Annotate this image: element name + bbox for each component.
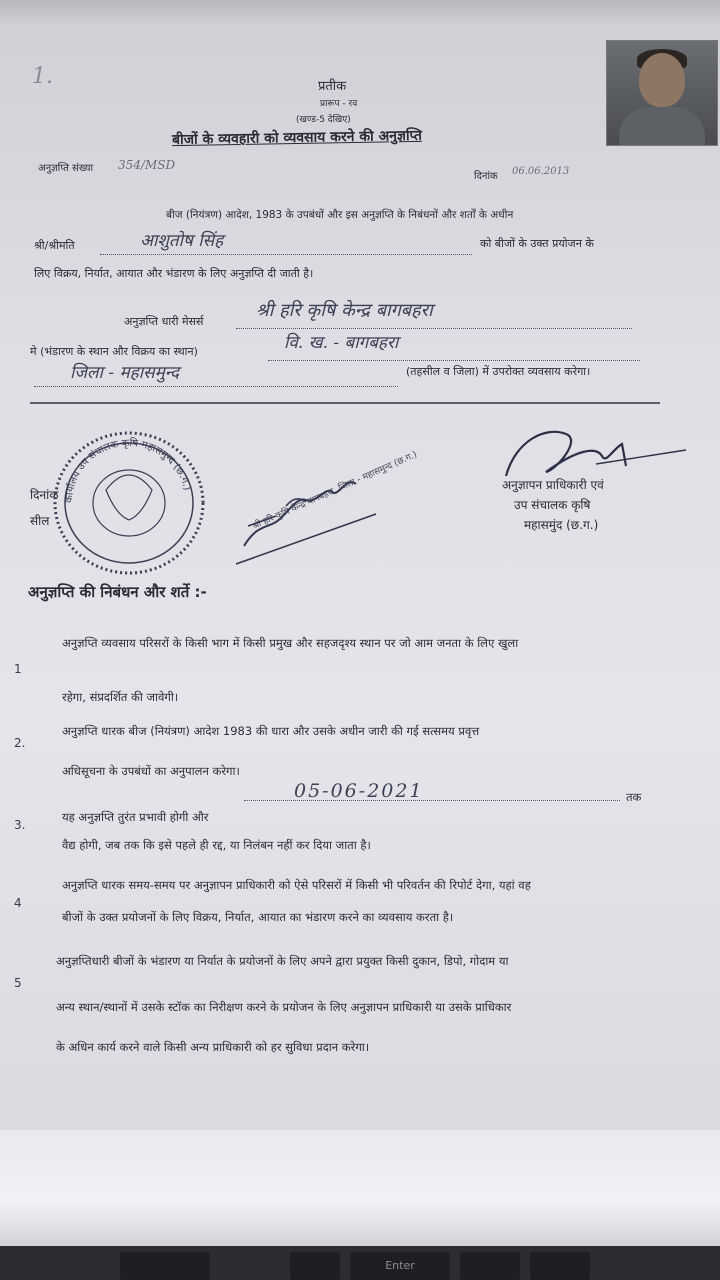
holder-signature xyxy=(236,456,386,566)
keyboard-key xyxy=(120,1252,210,1280)
seal-date-label: दिनांक xyxy=(30,488,59,502)
office-round-seal xyxy=(48,428,210,578)
condition-2-line-1: अनुज्ञप्ति धारक बीज (नियंत्रण) आदेश 1983 की धारा और उसके अधीन जारी की गई सत्समय प्रवृत्त xyxy=(62,724,480,738)
license-date-label: दिनांक xyxy=(474,171,498,182)
page-mark: 1. xyxy=(32,64,53,89)
condition-1-line-2: रहेगा, संप्रदर्शित की जावेगी। xyxy=(62,690,179,704)
grantee-name: आशुतोष सिंह xyxy=(140,231,224,251)
validity-date: 05-06-2021 xyxy=(294,780,424,802)
condition-4-number: 4 xyxy=(14,896,22,910)
condition-1-line-1: अनुज्ञप्ति व्यवसाय परिसरों के किसी भाग में किसी प्रमुख और सहजदृश्य स्थान पर जो आम जनता के लिए खुला xyxy=(62,636,519,650)
page-top-edge xyxy=(0,0,720,30)
body-line-3: लिए विक्रय, निर्यात, आयात और भंडारण के लिए अनुज्ञप्ति दी जाती है। xyxy=(34,267,314,280)
condition-5-line-1: अनुज्ञप्तिधारी बीजों के भंडारण या निर्यात के प्रयोजनों के लिए अपने द्वारा प्रयुक्त किसी दुकान, डिपो, गोदाम या xyxy=(56,954,509,968)
condition-2-number: 2. xyxy=(14,736,26,750)
conditions-heading: अनुज्ञप्ति की निबंधन और शर्ते :- xyxy=(28,583,207,601)
place-label: मे (भंडारण के स्थान और विक्रय का स्थान) xyxy=(30,345,198,358)
district-value: जिला - महासमुन्द xyxy=(70,363,180,383)
keyboard-key xyxy=(290,1252,340,1280)
applicant-photo xyxy=(606,40,718,146)
condition-5-line-3: के अधिन कार्य करने वाले किसी अन्य प्राधिकारी को हर सुविधा प्रदान करेगा। xyxy=(56,1040,370,1054)
holder-label: अनुज्ञप्ति धारी मेसर्स xyxy=(124,315,204,328)
condition-4-line-2: बीजों के उक्त प्रयोजनों के लिए विक्रय, निर्यात, आयात का भंडारण करने का व्यवसाय करता है। xyxy=(62,910,454,924)
document-title: बीजों के व्यवहारी को व्यवसाय करने की अनुज्ञप्ति xyxy=(171,127,423,149)
holder-stamp: श्री हरि कृषि केन्द्र बागबहरा, जिला - महासमुन्द (छ.ग.) xyxy=(251,449,419,532)
holder-name: श्री हरि कृषि केन्द्र बागबहरा xyxy=(256,300,433,321)
keyboard-key xyxy=(530,1252,590,1280)
keyboard-key xyxy=(460,1252,520,1280)
page-bottom-margin xyxy=(0,1130,720,1250)
condition-5-number: 5 xyxy=(14,976,22,990)
license-number-value: 354/MSD xyxy=(118,158,176,172)
condition-5-line-2: अन्य स्थान/स्थानों में उसके स्टॉक का निरीक्षण करने के प्रयोजन के लिए अनुज्ञापन प्राधिकारी या उसके प्राधिकार xyxy=(56,1000,512,1014)
condition-3-line-2: वैद्य होगी, जब तक कि इसे पहले ही रद्द, या निलंबन नहीं कर दिया जाता है। xyxy=(62,838,371,852)
place-value: वि. ख. - बागबहरा xyxy=(284,333,399,353)
condition-4-line-1: अनुज्ञप्ति धारक समय-समय पर अनुज्ञापन प्राधिकारी को ऐसे परिसरों में किसी भी परिवर्तन की रिपोर्ट देगा, यहां वह xyxy=(62,878,531,892)
authority-line-2: उप संचालक कृषि xyxy=(514,498,591,512)
body-line-1: बीज (नियंत्रण) आदेश, 1983 के उपबंधों और इस अनुज्ञप्ति के निबंधनों और शर्तों के अधीन xyxy=(166,209,514,221)
header-title-2: प्रारूप - रव xyxy=(320,99,358,109)
license-number-label: अनुज्ञप्ति संख्या xyxy=(38,163,94,174)
enter-key: Enter xyxy=(350,1252,450,1280)
body-line-2-tail: को बीजों के उक्त प्रयोजन के xyxy=(480,237,594,250)
district-tail: (तहसील व जिला) में उपरोक्त व्यवसाय करेगा। xyxy=(406,365,591,378)
seal-label: सील xyxy=(30,514,50,528)
authority-line-3: महासमुंद (छ.ग.) xyxy=(524,518,599,532)
condition-3-number: 3. xyxy=(14,818,26,832)
condition-2-line-2: अधिसूचना के उपबंधों का अनुपालन करेगा। xyxy=(62,764,240,778)
license-date-value: 06.06.2013 xyxy=(512,166,570,177)
condition-3-line-1-tail: तक xyxy=(626,790,642,804)
header-title-1: प्रतीक xyxy=(318,79,347,94)
grantee-label: श्री/श्रीमति xyxy=(34,239,75,252)
round-seal-text: कार्यालय उप संचालक कृषि महासमुन्द (छ.ग.) xyxy=(63,437,193,504)
condition-1-number: 1 xyxy=(14,662,22,676)
condition-3-line-1: यह अनुज्ञप्ति तुरंत प्रभावी होगी और xyxy=(62,810,209,824)
header-title-3: (खण्ड-5 देखिए) xyxy=(296,115,351,125)
authority-line-1: अनुज्ञापन प्राधिकारी एवं xyxy=(502,478,604,492)
